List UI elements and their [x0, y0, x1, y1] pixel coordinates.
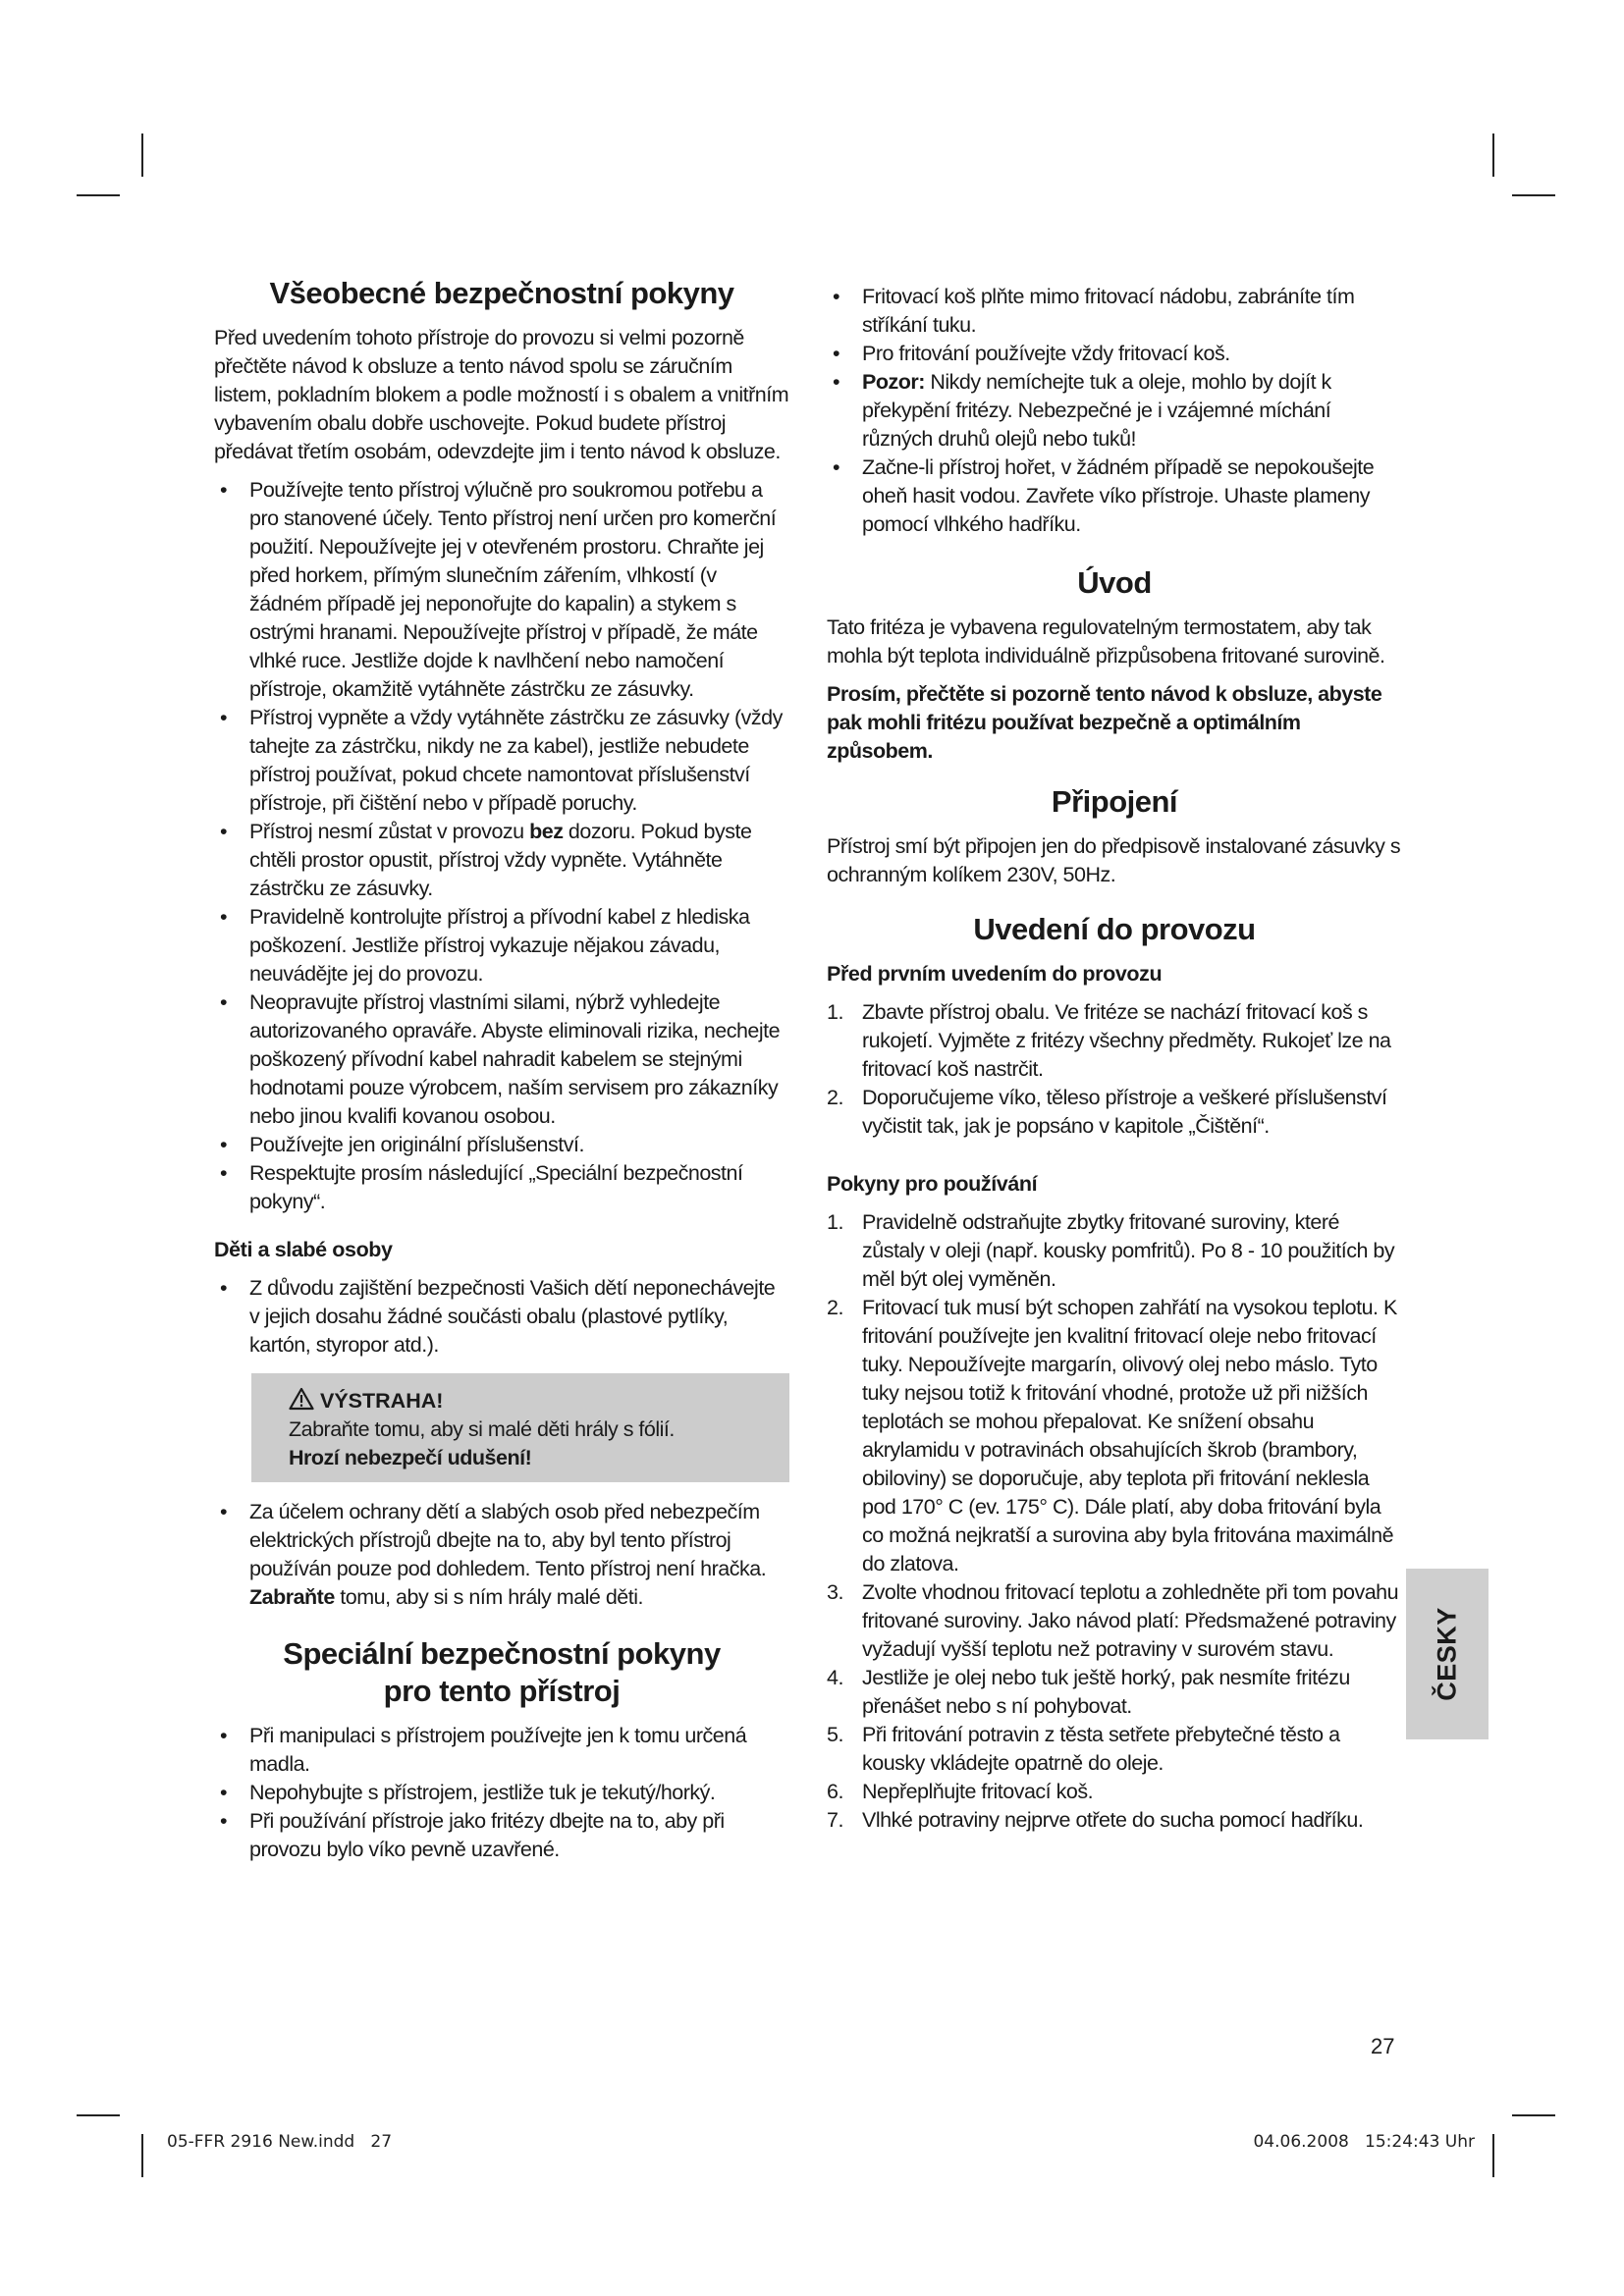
heading-startup: Uvedení do provozu: [973, 912, 1256, 946]
special-bullet-list: [214, 1722, 789, 1864]
list-item: • Respektujte prosím následující „Speciální bezpečnostní pokyny“.: [214, 1159, 789, 1216]
intro-text: Tato fritéza je vybavena regulovatelným termostatem, aby tak mohla být teplota individuálně přizpůsobena fritované surovině.: [827, 615, 1385, 667]
item-text: Zvolte vhodnou fritovací teplotu a zohledněte při tom povahu fritované suroviny. Jako návod platí: Předsmažené potraviny vyžadují vyšší teplotu než potraviny v surovém stavu.: [862, 1580, 1399, 1661]
bullet-bold: bez: [529, 820, 564, 843]
usage-list: [827, 1208, 1402, 1835]
item-number: 1.: [827, 1000, 843, 1024]
list-item: [827, 1578, 1402, 1664]
list-item: • Z důvodu zajištění bezpečnosti Vašich dětí neponechávejte v jejich dosahu žádné součásti obalu (plastové pytlíky, kartón, styropor atd.).: [214, 1274, 789, 1360]
subheading-children: Děti a slabé osoby: [214, 1238, 393, 1261]
subheading-first-use: Před prvním uvedením do provozu: [827, 962, 1163, 986]
continued-bullet-list: [827, 283, 1402, 539]
crop-mark: [1492, 133, 1494, 177]
crop-mark: [77, 194, 120, 196]
list-item: • Nepohybujte s přístrojem, jestliže tuk je tekutý/horký.: [214, 1779, 789, 1807]
heading-connection: Připojení: [1051, 784, 1178, 819]
children-bullet-list-2: [214, 1498, 789, 1612]
footer-timestamp: 04.06.2008 15:24:43 Uhr: [1253, 2132, 1475, 2152]
bullet-bold: Pozor:: [862, 370, 925, 394]
list-item: • Přístroj vypněte a vždy vytáhněte zástrčku ze zásuvky (vždy tahejte za zástrčku, nikdy ne za kabel), jestliže nebudete přístroj používat, pokud chcete namontovat příslušenství přístroje, při čištění nebo v případě poruchy.: [214, 704, 789, 818]
list-item: • Při manipulaci s přístrojem používejte jen k tomu určená madla.: [214, 1722, 789, 1779]
list-item: [827, 1806, 1402, 1835]
warning-title: VÝSTRAHA!: [320, 1389, 444, 1413]
intro-paragraph: Před uvedením tohoto přístroje do provozu si velmi pozorně přečtěte návod k obsluze a tento návod spolu se záručním listem, pokladním blokem a podle možností i s obalem a vnitřním vybavením obalu dobře uschovejte. Pokud budete přístroj předávat třetím osobám, odevzdejte jim i tento návod k obsluze.: [214, 326, 789, 463]
bullet-text: tomu, aby si s ním hrály malé děti.: [334, 1585, 643, 1609]
item-text: Pravidelně odstraňujte zbytky fritované suroviny, které zůstaly v oleji (např. kousky pomfritů). Po 8 - 10 použitích by měl být olej vyměněn.: [862, 1210, 1395, 1291]
item-text: Doporučujeme víko, těleso přístroje a veškeré příslušenství vyčistit tak, jak je popsáno v kapitole „Čištění“.: [862, 1086, 1387, 1138]
warning-bold-text: Hrozí nebezpečí udušení!: [289, 1446, 532, 1469]
left-column: [214, 275, 789, 1878]
list-item: • Pravidelně kontrolujte přístroj a přívodní kabel z hlediska poškození. Jestliže přístroj vykazuje nějakou závadu, neuvádějte jej do provozu.: [214, 903, 789, 988]
bullet-text: Za účelem ochrany dětí a slabých osob před nebezpečím elektrických přístrojů dbejte na to, aby byl tento přístroj používán pouze pod dohledem. Tento přístroj není hračka.: [249, 1500, 767, 1580]
heading-special-safety: [214, 1635, 789, 1710]
item-number: 4.: [827, 1666, 843, 1689]
list-item: [827, 1208, 1402, 1294]
safety-bullet-list: [214, 476, 789, 1216]
item-number: 2.: [827, 1086, 843, 1109]
item-text: Nepřeplňujte fritovací koš.: [862, 1780, 1094, 1803]
item-number: 2.: [827, 1296, 843, 1319]
item-number: 5.: [827, 1723, 843, 1746]
item-text: Vlhké potraviny nejprve otřete do sucha pomocí hadříku.: [862, 1808, 1364, 1832]
connection-text: Přístroj smí být připojen jen do předpisově instalované zásuvky s ochranným kolíkem 230V, 50Hz.: [827, 834, 1401, 886]
warning-title-row: [289, 1387, 778, 1415]
warning-text: Zabraňte tomu, aby si malé děti hrály s fólií.: [289, 1417, 675, 1441]
bullet-bold: Zabraňte: [249, 1585, 335, 1609]
intro-bold-text: Prosím, přečtěte si pozorně tento návod k obsluze, abyste pak mohli fritézu používat bezpečně a optimálním způsobem.: [827, 682, 1382, 763]
right-column: [827, 283, 1402, 1848]
crop-mark: [1512, 194, 1555, 196]
heading-introduction: Úvod: [1077, 565, 1152, 600]
list-item: [214, 1498, 789, 1612]
list-item: • Fritovací koš plňte mimo fritovací nádobu, zabráníte tím stříkání tuku.: [827, 283, 1402, 340]
list-item: [827, 998, 1402, 1084]
list-item: [827, 1778, 1402, 1806]
list-item: • Používejte jen originální příslušenství.: [214, 1131, 789, 1159]
heading-line: Speciální bezpečnostní pokyny: [283, 1636, 721, 1671]
warning-triangle-icon: [289, 1387, 314, 1411]
footer-file-info: 05-FFR 2916 New.indd 27: [167, 2132, 393, 2152]
list-item: • Při používání přístroje jako fritézy dbejte na to, aby při provozu bylo víko pevně uzavřené.: [214, 1807, 789, 1864]
crop-mark: [1492, 2134, 1494, 2177]
heading-line: pro tento přístroj: [383, 1674, 621, 1708]
item-text: Fritovací tuk musí být schopen zahřátí na vysokou teplotu. K fritování používejte jen kvalitní fritovací oleje nebo fritovací tuky. Nepoužívejte margarín, olivový olej nebo máslo. Tyto tuky nejsou totiž k fritování vhodné, protože už při nižších teplotách se mohou přepalovat. Ke snížení obsahu akrylamidu v potravinách obsahujících škrob (brambory, obiloviny) se doporučuje, aby teplota při fritování neklesla pod 170° C (ev. 175° C). Dále platí, aby doba fritování byla co možná nejkratší a surovina aby byla fritována maximálně do zlatova.: [862, 1296, 1397, 1575]
list-item: • Začne-li přístroj hořet, v žádném případě se nepokoušejte oheň hasit vodou. Zavřete víko přístroje. Uhaste plameny pomocí vlhkého hadříku.: [827, 454, 1402, 539]
list-item: • Používejte tento přístroj výlučně pro soukromou potřebu a pro stanovené účely. Tento přístroj není určen pro komerční použití. Nepoužívejte jej v otevřeném prostoru. Chraňte jej před horkem, přímým slunečním zářením, vlhkostí (v žádném případě jej neponořujte do kapalin) a stykem s ostrými hranami. Nepoužívejte přístroj v případě, že máte vlhké ruce. Jestliže dojde k navlhčení nebo namočení přístroje, okamžitě vytáhněte zástrčku ze zásuvky.: [214, 476, 789, 704]
crop-mark: [141, 133, 143, 177]
bullet-text: dozoru. Pokud byste chtěli prostor opustit, přístroj vždy vypněte. Vytáhněte zástrčku ze zásuvky.: [249, 820, 752, 900]
page-number: 27: [1371, 2034, 1395, 2058]
first-use-list: [827, 998, 1402, 1141]
language-tab-label: ČESKY: [1432, 1607, 1462, 1701]
item-text: Jestliže je olej nebo tuk ještě horký, pak nesmíte fritézu přenášet nebo s ní pohybovat.: [862, 1666, 1350, 1718]
list-item: • Pro fritování používejte vždy fritovací koš.: [827, 340, 1402, 368]
children-bullet-list: [214, 1274, 789, 1360]
item-number: 1.: [827, 1210, 843, 1234]
item-number: 3.: [827, 1580, 843, 1604]
bullet-text: Přístroj nesmí zůstat v provozu: [249, 820, 530, 843]
warning-box: [251, 1373, 789, 1482]
crop-mark: [141, 2134, 143, 2177]
list-item: [827, 368, 1402, 454]
list-item: [827, 1721, 1402, 1778]
list-item: [214, 818, 789, 903]
list-item: [827, 1294, 1402, 1578]
crop-mark: [77, 2114, 120, 2116]
list-item: • Neopravujte přístroj vlastními silami, nýbrž vyhledejte autorizovaného opraváře. Abyste eliminovali rizika, nechejte poškozený přívodní kabel nahradit kabelem se stejnými hodnotami pouze výrobcem, naším servisem pro zákazníky nebo jinou kvalifi kovanou osobou.: [214, 988, 789, 1131]
subheading-usage: Pokyny pro používání: [827, 1172, 1038, 1196]
item-text: Při fritování potravin z těsta setřete přebytečné těsto a kousky vkládejte opatrně do oleje.: [862, 1723, 1340, 1775]
item-text: Zbavte přístroj obalu. Ve fritéze se nachází fritovací koš s rukojetí. Vyjměte z fritézy všechny předměty. Rukojeť lze na fritovací koš nastrčit.: [862, 1000, 1391, 1081]
list-item: [827, 1084, 1402, 1141]
heading-general-safety: Všeobecné bezpečnostní pokyny: [269, 276, 734, 310]
bullet-text: Nikdy nemíchejte tuk a oleje, mohlo by dojít k překypění fritézy. Nebezpečné je i vzájemné míchání různých druhů olejů nebo tuků!: [862, 370, 1331, 451]
item-number: 7.: [827, 1808, 843, 1832]
language-tab: [1406, 1569, 1489, 1739]
list-item: [827, 1664, 1402, 1721]
item-number: 6.: [827, 1780, 843, 1803]
crop-mark: [1512, 2114, 1555, 2116]
